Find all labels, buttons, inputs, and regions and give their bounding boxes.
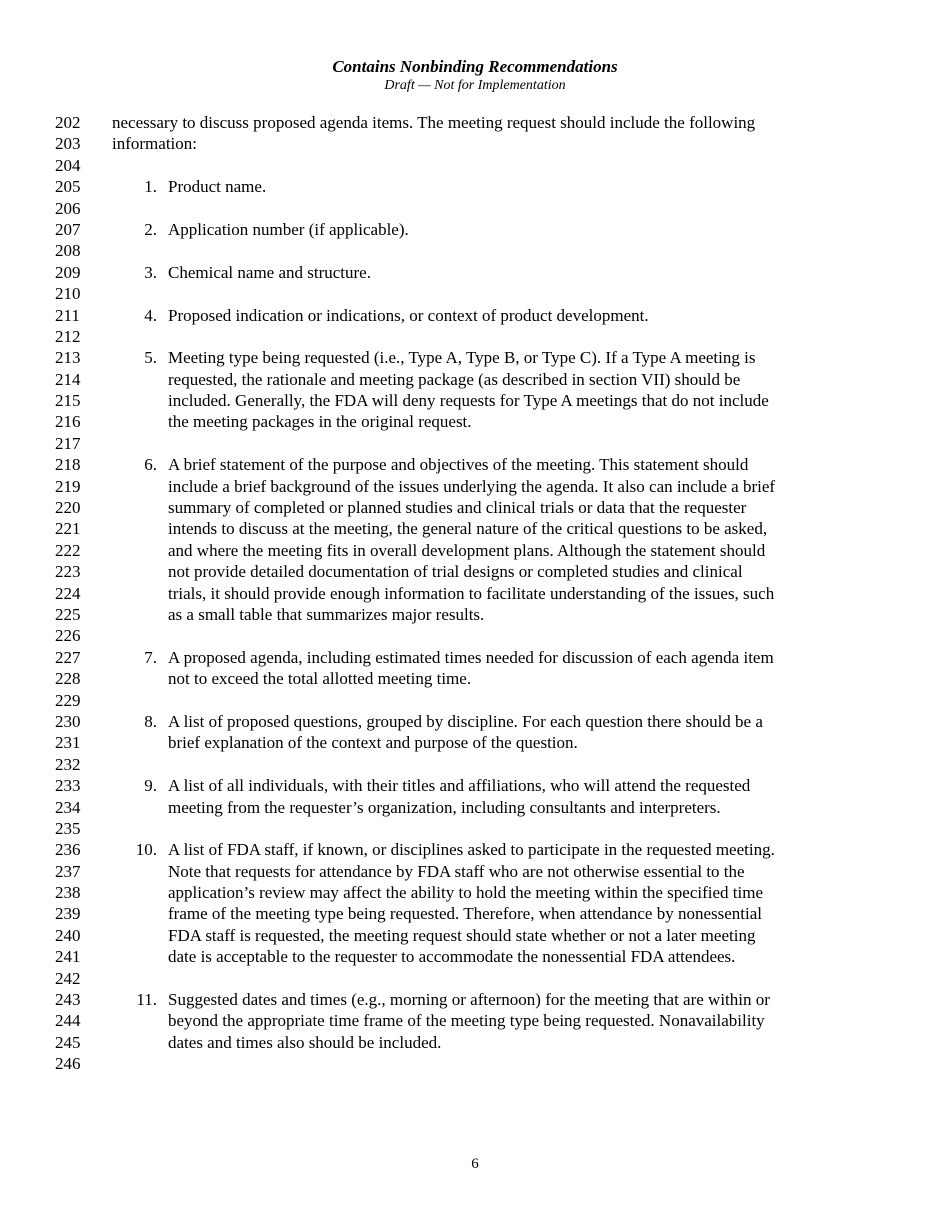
line-number: 217 — [55, 433, 81, 453]
document-line — [0, 176, 950, 197]
document-line — [0, 240, 950, 261]
document-line — [0, 476, 950, 497]
line-text: Proposed indication or indications, or context of product development. — [168, 305, 649, 325]
list-marker: 3. — [144, 262, 157, 282]
line-text: Suggested dates and times (e.g., morning or afternoon) for the meeting that are within or — [168, 990, 770, 1010]
document-line — [0, 775, 950, 796]
line-number: 234 — [55, 797, 81, 817]
document-line — [0, 861, 950, 882]
line-number: 211 — [55, 305, 80, 325]
line-text: A list of all individuals, with their titles and affiliations, who will attend the requested — [168, 776, 751, 796]
line-number: 215 — [55, 391, 81, 411]
list-marker: 10. — [135, 840, 157, 860]
document-line — [0, 540, 950, 561]
line-number: 237 — [55, 861, 81, 881]
line-number: 207 — [55, 219, 81, 239]
line-number: 227 — [55, 647, 81, 667]
line-number: 242 — [55, 968, 81, 988]
document-line — [0, 690, 950, 711]
line-number: 240 — [55, 925, 81, 945]
line-text: and where the meeting fits in overall development plans. Although the statement should — [168, 540, 766, 560]
line-text: A brief statement of the purpose and objectives of the meeting. This statement should — [168, 455, 749, 475]
line-text: not provide detailed documentation of trial designs or completed studies and clinical — [168, 562, 743, 582]
line-text: Application number (if applicable). — [168, 219, 409, 239]
document-line — [0, 198, 950, 219]
line-text: Chemical name and structure. — [168, 262, 371, 282]
line-number: 223 — [55, 562, 81, 582]
line-number: 245 — [55, 1032, 81, 1052]
line-text: the meeting packages in the original request. — [168, 412, 472, 432]
document-line — [0, 668, 950, 689]
line-text: beyond the appropriate time frame of the meeting type being requested. Nonavailability — [168, 1011, 765, 1031]
document-line — [0, 882, 950, 903]
line-number: 244 — [55, 1011, 81, 1031]
list-marker: 2. — [144, 219, 157, 239]
line-number: 228 — [55, 669, 81, 689]
line-text: as a small table that summarizes major results. — [168, 604, 485, 624]
line-text: intends to discuss at the meeting, the general nature of the critical questions to be asked, — [168, 519, 768, 539]
document-line — [0, 262, 950, 283]
line-number: 203 — [55, 134, 81, 154]
list-marker: 11. — [136, 990, 157, 1010]
line-number: 243 — [55, 990, 81, 1010]
line-text: not to exceed the total allotted meeting time. — [168, 669, 472, 689]
line-text: A list of proposed questions, grouped by discipline. For each question there should be a — [168, 711, 763, 731]
line-text: Note that requests for attendance by FDA staff who are not otherwise essential to the — [168, 861, 745, 881]
document-line — [0, 497, 950, 518]
list-marker: 6. — [144, 455, 157, 475]
line-text: dates and times also should be included. — [168, 1032, 442, 1052]
line-text: Product name. — [168, 177, 267, 197]
document-line — [0, 818, 950, 839]
line-number: 233 — [55, 776, 81, 796]
list-marker: 8. — [144, 711, 157, 731]
document-line — [0, 946, 950, 967]
document-line — [0, 583, 950, 604]
document-line — [0, 711, 950, 732]
document-line — [0, 219, 950, 240]
document-line — [0, 604, 950, 625]
document-line — [0, 305, 950, 326]
document-line — [0, 968, 950, 989]
document-body — [0, 112, 950, 1075]
line-number: 202 — [55, 113, 81, 132]
line-text: summary of completed or planned studies and clinical trials or data that the requester — [168, 498, 747, 518]
line-number: 231 — [55, 733, 81, 753]
list-marker: 4. — [144, 305, 157, 325]
line-text: meeting from the requester’s organization, including consultants and interpreters. — [168, 797, 721, 817]
line-number: 224 — [55, 583, 81, 603]
document-line — [0, 454, 950, 475]
line-number: 219 — [55, 476, 81, 496]
line-number: 206 — [55, 198, 81, 218]
line-number: 222 — [55, 540, 81, 560]
document-line — [0, 390, 950, 411]
page-number: 6 — [471, 1156, 479, 1172]
line-text: application’s review may affect the ability to hold the meeting within the specified time — [168, 883, 763, 903]
line-text: FDA staff is requested, the meeting request should state whether or not a later meeting — [168, 925, 756, 945]
line-number: 208 — [55, 241, 81, 261]
line-text: A list of FDA staff, if known, or disciplines asked to participate in the requested meeting. — [168, 840, 775, 860]
document-line — [0, 1053, 950, 1074]
document-line — [0, 347, 950, 368]
line-text: requested, the rationale and meeting package (as described in section VII) should be — [168, 369, 741, 389]
line-number: 221 — [55, 519, 81, 539]
line-number: 205 — [55, 177, 81, 197]
line-number: 212 — [55, 326, 81, 346]
page-header — [0, 57, 950, 94]
line-number: 210 — [55, 284, 81, 304]
document-line — [0, 839, 950, 860]
line-number: 209 — [55, 262, 81, 282]
line-text: information: — [112, 134, 197, 154]
line-text: date is acceptable to the requester to accommodate the nonessential FDA attendees. — [168, 947, 736, 967]
document-line — [0, 989, 950, 1010]
line-number: 230 — [55, 711, 81, 731]
line-number: 225 — [55, 604, 81, 624]
line-number: 213 — [55, 348, 81, 368]
list-marker: 1. — [144, 177, 157, 197]
document-line — [0, 369, 950, 390]
document-line — [0, 925, 950, 946]
header-subtitle: Draft — Not for Implementation — [384, 78, 566, 93]
line-text: frame of the meeting type being requested. Therefore, when attendance by nonessential — [168, 904, 762, 924]
line-text: include a brief background of the issues underlying the agenda. It also can include a brief — [168, 476, 776, 496]
document-line — [0, 326, 950, 347]
line-number: 216 — [55, 412, 81, 432]
line-text: brief explanation of the context and purpose of the question. — [168, 733, 578, 753]
line-number: 235 — [55, 818, 81, 838]
line-number: 204 — [55, 155, 81, 175]
line-text: Meeting type being requested (i.e., Type A, Type B, or Type C). If a Type A meeting is — [168, 348, 756, 368]
list-marker: 9. — [144, 776, 157, 796]
line-number: 218 — [55, 455, 81, 475]
document-line — [0, 732, 950, 753]
line-text: necessary to discuss proposed agenda items. The meeting request should include the following — [112, 113, 756, 132]
line-text: included. Generally, the FDA will deny requests for Type A meetings that do not include — [168, 391, 769, 411]
document-line — [0, 1010, 950, 1031]
line-number: 236 — [55, 840, 81, 860]
document-line — [0, 155, 950, 176]
document-line — [0, 754, 950, 775]
line-number: 239 — [55, 904, 81, 924]
document-line — [0, 903, 950, 924]
list-marker: 7. — [144, 647, 157, 667]
document-line — [0, 411, 950, 432]
line-text: A proposed agenda, including estimated times needed for discussion of each agenda item — [168, 647, 774, 667]
document-line — [0, 112, 950, 133]
line-text: trials, it should provide enough information to facilitate understanding of the issues, such — [168, 583, 775, 603]
document-line — [0, 1032, 950, 1053]
document-line — [0, 647, 950, 668]
line-number: 232 — [55, 754, 81, 774]
document-line — [0, 561, 950, 582]
document-line — [0, 797, 950, 818]
line-number: 229 — [55, 690, 81, 710]
line-number: 238 — [55, 883, 81, 903]
line-number: 226 — [55, 626, 81, 646]
line-number: 214 — [55, 369, 81, 389]
document-line — [0, 625, 950, 646]
document-line — [0, 283, 950, 304]
line-number: 246 — [55, 1054, 81, 1074]
line-number: 220 — [55, 498, 81, 518]
document-line — [0, 433, 950, 454]
document-line — [0, 133, 950, 154]
line-number: 241 — [55, 947, 81, 967]
header-title: Contains Nonbinding Recommendations — [332, 57, 618, 76]
list-marker: 5. — [144, 348, 157, 368]
document-line — [0, 518, 950, 539]
